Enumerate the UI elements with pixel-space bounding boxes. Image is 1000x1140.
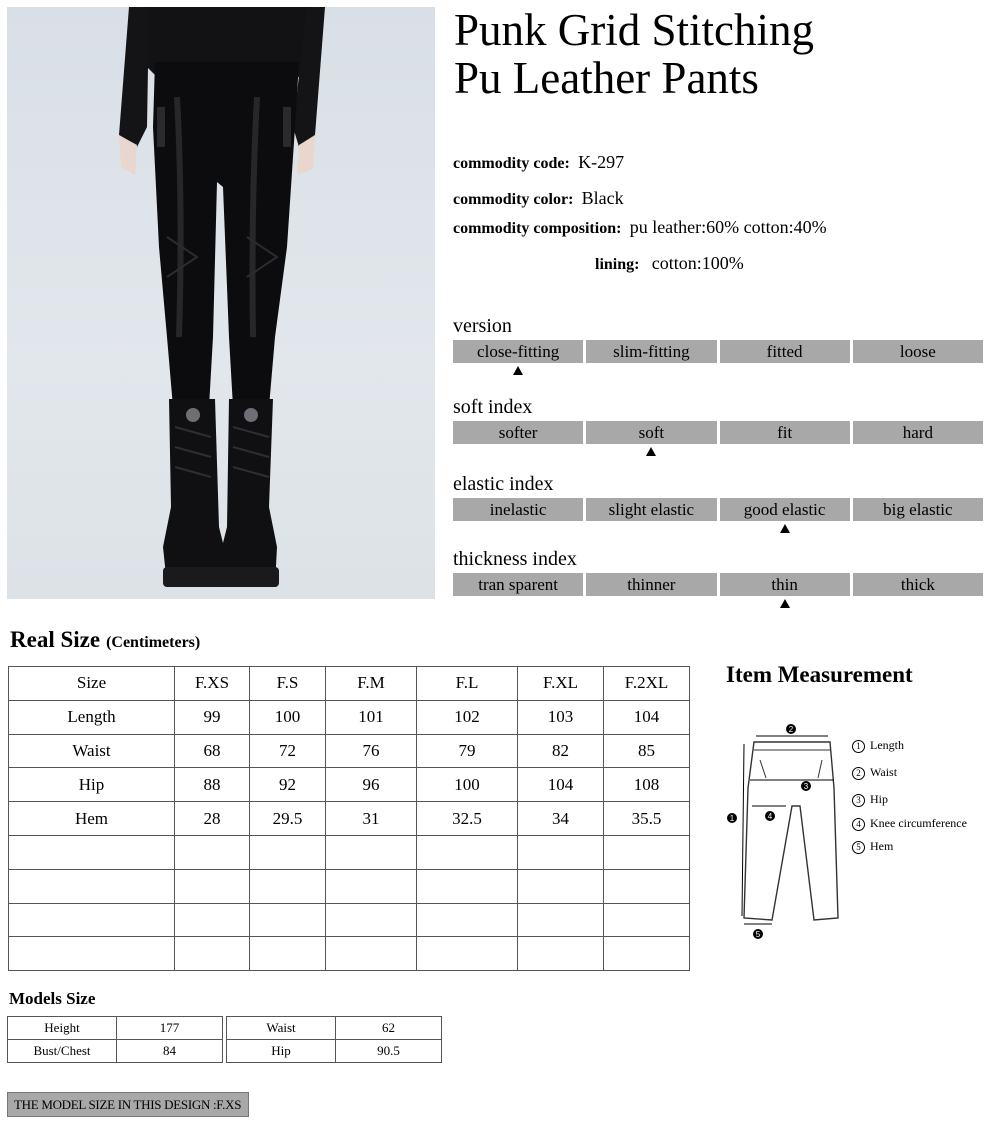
- thickness-index-bar: [453, 573, 983, 596]
- table-row: [8, 1017, 223, 1040]
- table-cell: [604, 835, 690, 869]
- table-cell: 34: [518, 802, 604, 836]
- legend-hip: 3 Hip: [852, 792, 888, 807]
- table-cell: [518, 835, 604, 869]
- table-header-row: [9, 667, 690, 701]
- table-cell: [604, 937, 690, 971]
- table-cell: 31: [326, 802, 417, 836]
- table-cell: 104: [604, 700, 690, 734]
- table-cell: [518, 869, 604, 903]
- table-cell: Waist: [9, 734, 175, 768]
- table-cell: [250, 869, 326, 903]
- models-size-table-left: [7, 1016, 223, 1063]
- model-hip-label: Hip: [227, 1040, 336, 1063]
- selected-marker-icon: [780, 599, 790, 608]
- model-size-note: THE MODEL SIZE IN THIS DESIGN :F.XS: [7, 1092, 249, 1117]
- elastic-option-good-elastic: good elastic: [720, 498, 850, 521]
- spec-composition-label: commodity composition:: [453, 220, 622, 237]
- table-cell: 28: [175, 802, 250, 836]
- table-cell: [9, 903, 175, 937]
- elastic-option-inelastic: inelastic: [453, 498, 583, 521]
- model-waist-label: Waist: [227, 1017, 336, 1040]
- soft-option-softer: softer: [453, 421, 583, 444]
- table-cell: 108: [604, 768, 690, 802]
- spec-code-label: commodity code:: [453, 155, 570, 172]
- table-header-cell: F.XL: [518, 667, 604, 701]
- product-title: [454, 6, 984, 102]
- table-cell: Hem: [9, 802, 175, 836]
- selected-marker-icon: [513, 366, 523, 375]
- product-title-line2: Pu Leather Pants: [454, 53, 759, 103]
- spec-lining-value: cotton:100%: [651, 253, 744, 273]
- table-cell: [417, 937, 518, 971]
- thickness-index-title: thickness index: [453, 548, 577, 570]
- table-cell: 32.5: [417, 802, 518, 836]
- table-cell: [417, 869, 518, 903]
- table-header-cell: F.XS: [175, 667, 250, 701]
- version-option-slim-fitting: slim-fitting: [586, 340, 716, 363]
- model-bust-value: 84: [117, 1040, 223, 1063]
- product-title-line1: Punk Grid Stitching: [454, 5, 815, 55]
- svg-text:5: 5: [755, 930, 761, 939]
- version-index-title: version: [453, 315, 512, 337]
- table-cell: [604, 869, 690, 903]
- table-cell: [326, 937, 417, 971]
- table-cell: 79: [417, 734, 518, 768]
- elastic-option-big-elastic: big elastic: [853, 498, 983, 521]
- table-row: [227, 1040, 442, 1063]
- table-row: [227, 1017, 442, 1040]
- model-wearing-pants-image: [7, 7, 435, 599]
- spec-lining-label: lining:: [595, 256, 640, 273]
- elastic-index-bar: [453, 498, 983, 521]
- table-cell: [518, 903, 604, 937]
- svg-text:3: 3: [803, 782, 809, 791]
- table-row: [9, 700, 690, 734]
- table-row: [9, 903, 690, 937]
- real-size-heading: Real Size: [10, 627, 101, 652]
- legend-length: 1 Length: [852, 738, 904, 753]
- table-header-cell: F.2XL: [604, 667, 690, 701]
- table-cell: 88: [175, 768, 250, 802]
- table-cell: [417, 903, 518, 937]
- real-size-unit: (Centimeters): [106, 634, 201, 651]
- spec-code-row: [453, 152, 624, 173]
- table-header-cell: F.L: [417, 667, 518, 701]
- spec-lining-row: [595, 253, 744, 274]
- soft-option-fit: fit: [720, 421, 850, 444]
- thickness-option-thin: thin: [720, 573, 850, 596]
- table-cell: [250, 835, 326, 869]
- table-header-cell: F.M: [326, 667, 417, 701]
- legend-number-icon: 2: [852, 767, 865, 780]
- table-cell: [175, 869, 250, 903]
- product-photo: [7, 7, 435, 599]
- table-cell: 76: [326, 734, 417, 768]
- model-height-value: 177: [117, 1017, 223, 1040]
- legend-waist: 2 Waist: [852, 765, 897, 780]
- svg-text:2: 2: [788, 725, 794, 734]
- item-measurement-title: Item Measurement: [726, 662, 913, 687]
- table-row: [9, 835, 690, 869]
- spec-composition-value: pu leather:60% cotton:40%: [629, 217, 827, 237]
- selected-marker-icon: [646, 447, 656, 456]
- soft-option-hard: hard: [853, 421, 983, 444]
- version-option-close-fitting: close-fitting: [453, 340, 583, 363]
- table-row: [9, 802, 690, 836]
- size-table: [8, 666, 690, 971]
- spec-code-value: K-297: [578, 152, 625, 172]
- table-row: [8, 1040, 223, 1063]
- table-row: [9, 768, 690, 802]
- thickness-option-transparent: tran sparent: [453, 573, 583, 596]
- table-cell: 29.5: [250, 802, 326, 836]
- table-cell: 72: [250, 734, 326, 768]
- model-waist-value: 62: [336, 1017, 442, 1040]
- models-size-table-right: [226, 1016, 442, 1063]
- table-cell: [175, 937, 250, 971]
- table-cell: [250, 903, 326, 937]
- table-cell: [250, 937, 326, 971]
- table-cell: [9, 835, 175, 869]
- model-bust-label: Bust/Chest: [8, 1040, 117, 1063]
- legend-hem: 5 Hem: [852, 839, 893, 854]
- table-row: [9, 869, 690, 903]
- table-cell: [9, 937, 175, 971]
- table-cell: 92: [250, 768, 326, 802]
- table-cell: 102: [417, 700, 518, 734]
- elastic-option-slight-elastic: slight elastic: [586, 498, 716, 521]
- table-cell: [326, 869, 417, 903]
- table-row: [9, 937, 690, 971]
- table-cell: [326, 835, 417, 869]
- thickness-option-thick: thick: [853, 573, 983, 596]
- table-cell: 99: [175, 700, 250, 734]
- table-cell: [417, 835, 518, 869]
- version-option-loose: loose: [853, 340, 983, 363]
- legend-knee: 4 Knee circumference: [852, 816, 967, 831]
- real-size-title: [10, 627, 200, 653]
- table-cell: 82: [518, 734, 604, 768]
- soft-index-bar: [453, 421, 983, 444]
- table-cell: [518, 937, 604, 971]
- table-cell: 104: [518, 768, 604, 802]
- spec-composition-row: [453, 217, 827, 238]
- models-size-title: Models Size: [9, 989, 96, 1008]
- table-cell: [175, 835, 250, 869]
- legend-number-icon: 5: [852, 841, 865, 854]
- spec-color-label: commodity color:: [453, 191, 574, 208]
- spec-color-value: Black: [581, 188, 624, 208]
- table-header-cell: Size: [9, 667, 175, 701]
- table-cell: [326, 903, 417, 937]
- legend-number-icon: 3: [852, 794, 865, 807]
- table-cell: 68: [175, 734, 250, 768]
- svg-text:4: 4: [767, 812, 773, 821]
- table-cell: 100: [417, 768, 518, 802]
- version-option-fitted: fitted: [720, 340, 850, 363]
- soft-index-title: soft index: [453, 396, 533, 418]
- table-cell: 101: [326, 700, 417, 734]
- table-cell: 96: [326, 768, 417, 802]
- elastic-index-title: elastic index: [453, 473, 554, 495]
- table-cell: 103: [518, 700, 604, 734]
- table-cell: [604, 903, 690, 937]
- model-hip-value: 90.5: [336, 1040, 442, 1063]
- selected-marker-icon: [780, 524, 790, 533]
- soft-option-soft: soft: [586, 421, 716, 444]
- legend-number-icon: 1: [852, 740, 865, 753]
- table-row: [9, 734, 690, 768]
- thickness-option-thinner: thinner: [586, 573, 716, 596]
- table-cell: Length: [9, 700, 175, 734]
- table-cell: 100: [250, 700, 326, 734]
- version-index-bar: [453, 340, 983, 363]
- pants-measurement-diagram: [722, 718, 842, 948]
- table-cell: [9, 869, 175, 903]
- legend-number-icon: 4: [852, 818, 865, 831]
- table-cell: 85: [604, 734, 690, 768]
- table-cell: 35.5: [604, 802, 690, 836]
- model-height-label: Height: [8, 1017, 117, 1040]
- table-cell: [175, 903, 250, 937]
- spec-color-row: [453, 188, 624, 209]
- table-cell: Hip: [9, 768, 175, 802]
- svg-text:1: 1: [729, 814, 735, 823]
- table-header-cell: F.S: [250, 667, 326, 701]
